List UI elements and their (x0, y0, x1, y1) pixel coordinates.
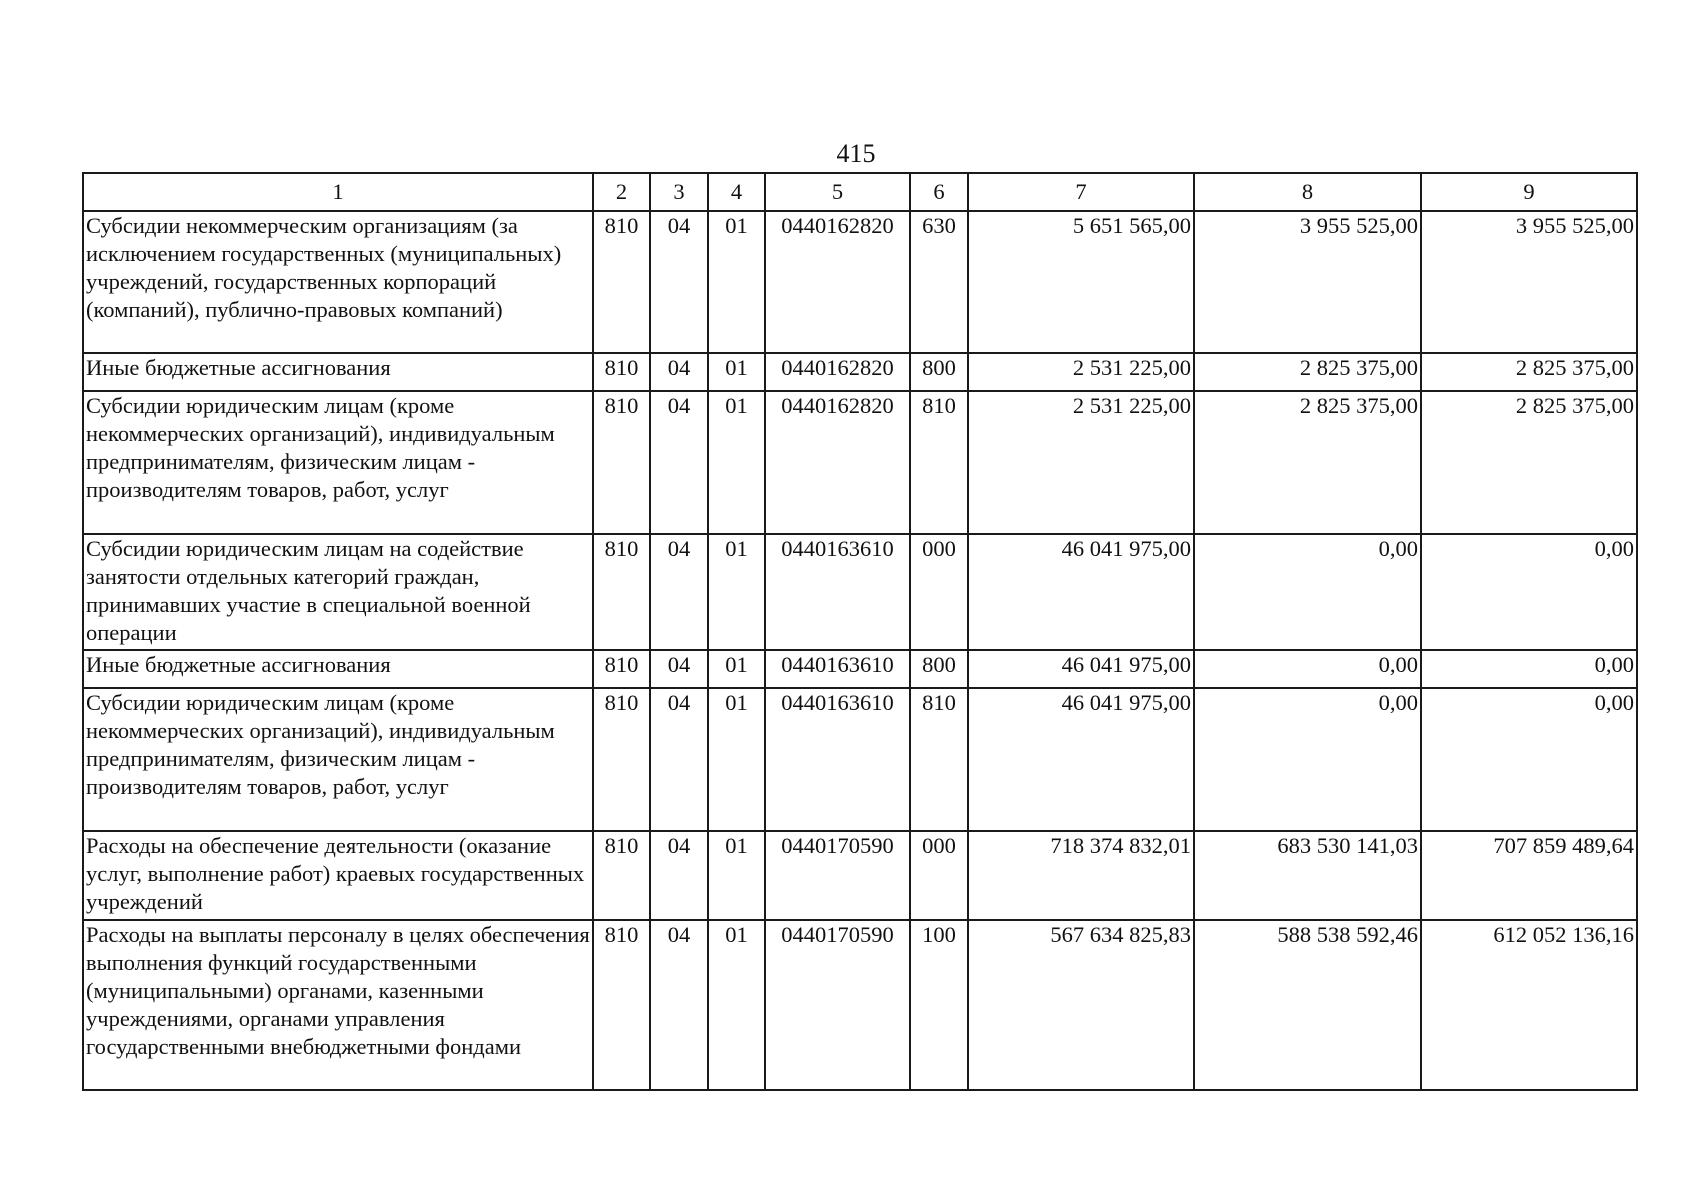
row-name: Расходы на обеспечение деятельности (оказание услуг, выполнение работ) краевых государственных учреждений (83, 831, 593, 920)
cell-amount-7: 718 374 832,01 (968, 831, 1194, 920)
cell-amount-8: 0,00 (1194, 650, 1421, 688)
column-header: 3 (650, 173, 708, 211)
column-header: 9 (1421, 173, 1637, 211)
cell-target-article: 0440163610 (765, 688, 910, 831)
cell-amount-7: 2 531 225,00 (968, 353, 1194, 391)
column-header: 7 (968, 173, 1194, 211)
cell-amount-9: 2 825 375,00 (1421, 353, 1637, 391)
cell-amount-7: 567 634 825,83 (968, 920, 1194, 1090)
cell-expense-type: 630 (910, 211, 968, 353)
cell-razdel: 04 (650, 688, 708, 831)
table-row (83, 534, 1637, 650)
table-row (83, 920, 1637, 1090)
cell-target-article: 0440170590 (765, 831, 910, 920)
table-row (83, 211, 1637, 353)
cell-razdel: 04 (650, 831, 708, 920)
cell-target-article: 0440163610 (765, 534, 910, 650)
cell-amount-8: 0,00 (1194, 534, 1421, 650)
cell-ved: 810 (593, 391, 650, 534)
header-row (83, 173, 1637, 211)
column-header: 2 (593, 173, 650, 211)
cell-expense-type: 800 (910, 650, 968, 688)
cell-amount-9: 0,00 (1421, 534, 1637, 650)
cell-expense-type: 810 (910, 391, 968, 534)
column-header: 4 (708, 173, 765, 211)
row-name: Субсидии юридическим лицам (кроме некоммерческих организаций), индивидуальным предпринимателям, физическим лицам - производителям товаров, работ, услуг (83, 688, 593, 831)
cell-razdel: 04 (650, 211, 708, 353)
cell-amount-8: 2 825 375,00 (1194, 353, 1421, 391)
row-name: Расходы на выплаты персоналу в целях обеспечения выполнения функций государственными (муниципальными) органами, казенными учреждениями, органами управления государственными внебюджетными фондами (83, 920, 593, 1090)
cell-amount-9: 612 052 136,16 (1421, 920, 1637, 1090)
budget-table (82, 172, 1638, 1091)
cell-target-article: 0440170590 (765, 920, 910, 1090)
cell-amount-9: 3 955 525,00 (1421, 211, 1637, 353)
cell-amount-7: 2 531 225,00 (968, 391, 1194, 534)
cell-podrazdel: 01 (708, 920, 765, 1090)
cell-podrazdel: 01 (708, 688, 765, 831)
cell-expense-type: 000 (910, 831, 968, 920)
cell-ved: 810 (593, 688, 650, 831)
cell-podrazdel: 01 (708, 211, 765, 353)
cell-amount-7: 46 041 975,00 (968, 650, 1194, 688)
cell-ved: 810 (593, 211, 650, 353)
cell-amount-8: 2 825 375,00 (1194, 391, 1421, 534)
cell-ved: 810 (593, 353, 650, 391)
cell-target-article: 0440162820 (765, 391, 910, 534)
cell-amount-8: 0,00 (1194, 688, 1421, 831)
cell-amount-7: 46 041 975,00 (968, 688, 1194, 831)
cell-amount-9: 707 859 489,64 (1421, 831, 1637, 920)
row-name: Субсидии некоммерческим организациям (за исключением государственных (муниципальных) учреждений, государственных корпораций (компаний), публично-правовых компаний) (83, 211, 593, 353)
cell-expense-type: 800 (910, 353, 968, 391)
cell-amount-9: 0,00 (1421, 650, 1637, 688)
cell-podrazdel: 01 (708, 831, 765, 920)
cell-ved: 810 (593, 650, 650, 688)
cell-amount-8: 3 955 525,00 (1194, 211, 1421, 353)
row-name: Субсидии юридическим лицам на содействие занятости отдельных категорий граждан, принимавших участие в специальной военной операции (83, 534, 593, 650)
cell-expense-type: 100 (910, 920, 968, 1090)
cell-expense-type: 000 (910, 534, 968, 650)
cell-podrazdel: 01 (708, 534, 765, 650)
row-name: Иные бюджетные ассигнования (83, 353, 593, 391)
cell-podrazdel: 01 (708, 391, 765, 534)
cell-ved: 810 (593, 831, 650, 920)
cell-amount-9: 0,00 (1421, 688, 1637, 831)
cell-amount-9: 2 825 375,00 (1421, 391, 1637, 534)
row-name: Субсидии юридическим лицам (кроме некоммерческих организаций), индивидуальным предпринимателям, физическим лицам - производителям товаров, работ, услуг (83, 391, 593, 534)
column-header: 5 (765, 173, 910, 211)
cell-target-article: 0440163610 (765, 650, 910, 688)
cell-ved: 810 (593, 920, 650, 1090)
table-row (83, 688, 1637, 831)
page-number: 415 (836, 139, 876, 168)
column-header: 8 (1194, 173, 1421, 211)
table-row (83, 391, 1637, 534)
cell-amount-7: 46 041 975,00 (968, 534, 1194, 650)
cell-razdel: 04 (650, 920, 708, 1090)
cell-ved: 810 (593, 534, 650, 650)
cell-razdel: 04 (650, 650, 708, 688)
column-header: 1 (83, 173, 593, 211)
cell-razdel: 04 (650, 353, 708, 391)
cell-podrazdel: 01 (708, 353, 765, 391)
table-row (83, 353, 1637, 391)
table-row (83, 650, 1637, 688)
cell-razdel: 04 (650, 391, 708, 534)
cell-target-article: 0440162820 (765, 211, 910, 353)
column-header: 6 (910, 173, 968, 211)
row-name: Иные бюджетные ассигнования (83, 650, 593, 688)
cell-target-article: 0440162820 (765, 353, 910, 391)
cell-amount-7: 5 651 565,00 (968, 211, 1194, 353)
cell-razdel: 04 (650, 534, 708, 650)
cell-amount-8: 588 538 592,46 (1194, 920, 1421, 1090)
cell-expense-type: 810 (910, 688, 968, 831)
table-row (83, 831, 1637, 920)
cell-amount-8: 683 530 141,03 (1194, 831, 1421, 920)
cell-podrazdel: 01 (708, 650, 765, 688)
